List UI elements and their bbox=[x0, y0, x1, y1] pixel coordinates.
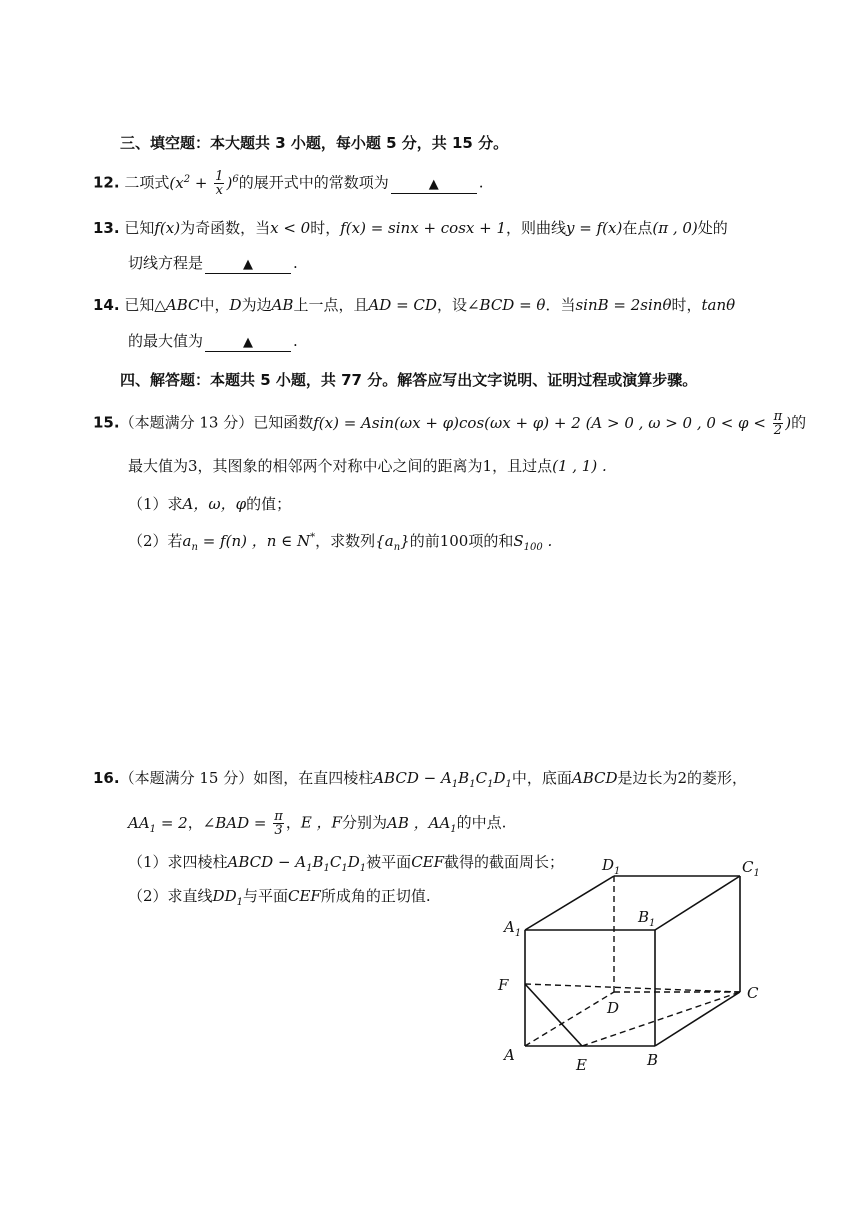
edge-B1C1 bbox=[655, 876, 740, 930]
math: AB ，$AA_1$ bbox=[387, 813, 457, 835]
math: CEF bbox=[288, 887, 321, 905]
question-12 bbox=[93, 170, 483, 197]
math: BCD = θ bbox=[479, 296, 546, 314]
text: 上一点，且 bbox=[293, 296, 369, 314]
text: 被平面 bbox=[366, 853, 412, 871]
text: （1）求四棱柱 bbox=[128, 853, 228, 871]
label-A1: $A_1$ bbox=[504, 918, 522, 939]
math: y = f(x) bbox=[566, 219, 623, 237]
label-C1: $C_1$ bbox=[742, 858, 760, 879]
text: 截得的截面周长； bbox=[444, 853, 565, 871]
label-E: E bbox=[576, 1056, 587, 1074]
math: f(x) bbox=[154, 219, 181, 237]
text: 的前100项的和 bbox=[409, 532, 514, 550]
text: 与平面 bbox=[242, 887, 288, 905]
question-16-line-1 bbox=[93, 768, 747, 788]
question-15-part-2 bbox=[128, 531, 552, 551]
question-number: 14. bbox=[93, 296, 120, 314]
text: 处的 bbox=[697, 219, 728, 237]
text: 已知函数 bbox=[253, 413, 314, 432]
expression: ($x^2$ + $\frac{1}{x}$ )$^6$ bbox=[169, 169, 239, 198]
answer-blank: ▲ bbox=[205, 257, 291, 274]
question-number: 12. bbox=[93, 173, 120, 192]
text: 如图，在直四棱柱 bbox=[253, 769, 374, 787]
math: ∠BAD = $\frac{\pi}{3}$ bbox=[202, 809, 283, 838]
math: x < 0 bbox=[270, 219, 311, 237]
edge-AD bbox=[525, 992, 614, 1046]
question-15-line-1 bbox=[93, 410, 806, 437]
math: f(x) = Asin(ωx + φ)cos(ωx + φ) + 2 (A > 0 , ω > 0 , 0 < φ < $\frac{\pi}{2}$ ) bbox=[313, 409, 792, 438]
text: ，则曲线 bbox=[506, 219, 567, 237]
question-16-line-2 bbox=[128, 810, 506, 837]
math: ABCD bbox=[571, 769, 618, 787]
text: （2）若 bbox=[128, 532, 183, 550]
math: (π , 0) bbox=[652, 219, 698, 237]
text: 时， bbox=[671, 296, 702, 314]
punct: . bbox=[293, 332, 298, 350]
text: 分别为 bbox=[341, 813, 387, 832]
question-text: 的展开式中的常数项为 bbox=[238, 173, 389, 192]
text: ， bbox=[285, 813, 301, 832]
text: ．当 bbox=[545, 296, 576, 314]
math: (1 , 1) . bbox=[552, 457, 607, 475]
section-3-heading: 三、填空题：本大题共 3 小题，每小题 5 分，共 15 分。 bbox=[120, 134, 509, 152]
text: 的最大值为 bbox=[128, 332, 204, 350]
label-B1: $B_1$ bbox=[638, 908, 656, 929]
text: 的 bbox=[791, 413, 807, 432]
score-tag: （本题满分 13 分） bbox=[119, 413, 254, 432]
math: E ，F bbox=[300, 813, 342, 832]
text: ，设∠ bbox=[436, 296, 480, 314]
label-D1: $D_1$ bbox=[602, 856, 621, 877]
math: AB bbox=[271, 296, 294, 314]
question-15-part-1 bbox=[128, 494, 291, 514]
label-B: B bbox=[647, 1051, 659, 1069]
question-14-line-2 bbox=[128, 331, 298, 352]
question-number: 13. bbox=[93, 219, 120, 237]
text: 在点 bbox=[622, 219, 653, 237]
answer-blank: ▲ bbox=[205, 335, 291, 352]
math: $DD_1$ bbox=[212, 887, 243, 908]
question-16-part-2 bbox=[128, 886, 431, 906]
question-14-line-1 bbox=[93, 295, 735, 315]
math: ABCD − $A_1B_1C_1D_1$ bbox=[373, 769, 512, 790]
text: 已知 bbox=[124, 219, 155, 237]
math: $AA_1 = 2$ bbox=[128, 813, 188, 835]
math: CEF bbox=[411, 853, 445, 871]
math: AD = CD bbox=[368, 296, 437, 314]
math: ABCD − $A_1B_1C_1D_1$ bbox=[227, 853, 367, 874]
text: 已知△ bbox=[124, 296, 166, 314]
edge-BC bbox=[655, 992, 740, 1046]
question-13-line-2 bbox=[128, 253, 298, 274]
label-A: A bbox=[504, 1046, 515, 1064]
punct: . bbox=[293, 254, 298, 272]
text: （2）求直线 bbox=[128, 887, 213, 905]
math: $a_n = f(n)$ ，n ∈ N* bbox=[182, 532, 316, 553]
label-F: F bbox=[498, 976, 509, 994]
segment-FC bbox=[525, 984, 740, 992]
text: 切线方程是 bbox=[128, 254, 204, 272]
text: 所成角的正切值. bbox=[320, 887, 431, 905]
text: 最大值为3，其图象的相邻两个对称中心之间的距离为1，且过点 bbox=[128, 457, 553, 475]
math: ABC bbox=[165, 296, 200, 314]
math: $S_{100}$ . bbox=[513, 532, 553, 553]
text: 的中点. bbox=[456, 813, 507, 832]
question-15-line-2 bbox=[128, 456, 607, 476]
text: 是边长为2的菱形， bbox=[617, 769, 748, 787]
punct: . bbox=[478, 173, 484, 192]
question-number: 15. bbox=[93, 413, 120, 432]
question-13-line-1 bbox=[93, 218, 728, 238]
text: ， bbox=[187, 813, 203, 832]
text: 中，底面 bbox=[511, 769, 572, 787]
label-C: C bbox=[747, 984, 759, 1002]
math: D bbox=[229, 296, 242, 314]
score-tag: （本题满分 15 分） bbox=[119, 769, 254, 787]
math: sinB = 2sinθ bbox=[575, 296, 672, 314]
label-D: D bbox=[607, 999, 620, 1017]
text: （1）求 bbox=[128, 495, 183, 513]
math: A，ω，φ bbox=[182, 495, 247, 513]
text: 为奇函数，当 bbox=[180, 219, 271, 237]
segment-FE bbox=[525, 984, 582, 1046]
section-4-heading: 四、解答题：本题共 5 小题，共 77 分。解答应写出文字说明、证明过程或演算步骤。 bbox=[120, 371, 698, 389]
segment-EC bbox=[582, 992, 740, 1046]
text: 中， bbox=[199, 296, 230, 314]
question-number: 16. bbox=[93, 769, 120, 787]
text: 的值； bbox=[246, 495, 292, 513]
math: f(x) = sinx + cosx + 1 bbox=[340, 219, 507, 237]
text: 为边 bbox=[241, 296, 272, 314]
prism-figure bbox=[490, 850, 780, 1080]
math: $\{a_n\}$ bbox=[375, 532, 410, 553]
question-text: 二项式 bbox=[124, 173, 170, 192]
text: ，求数列 bbox=[315, 532, 376, 550]
answer-blank: ▲ bbox=[391, 177, 477, 194]
math: tanθ bbox=[701, 296, 736, 314]
text: 时， bbox=[310, 219, 341, 237]
edge-A1D1 bbox=[525, 876, 614, 930]
